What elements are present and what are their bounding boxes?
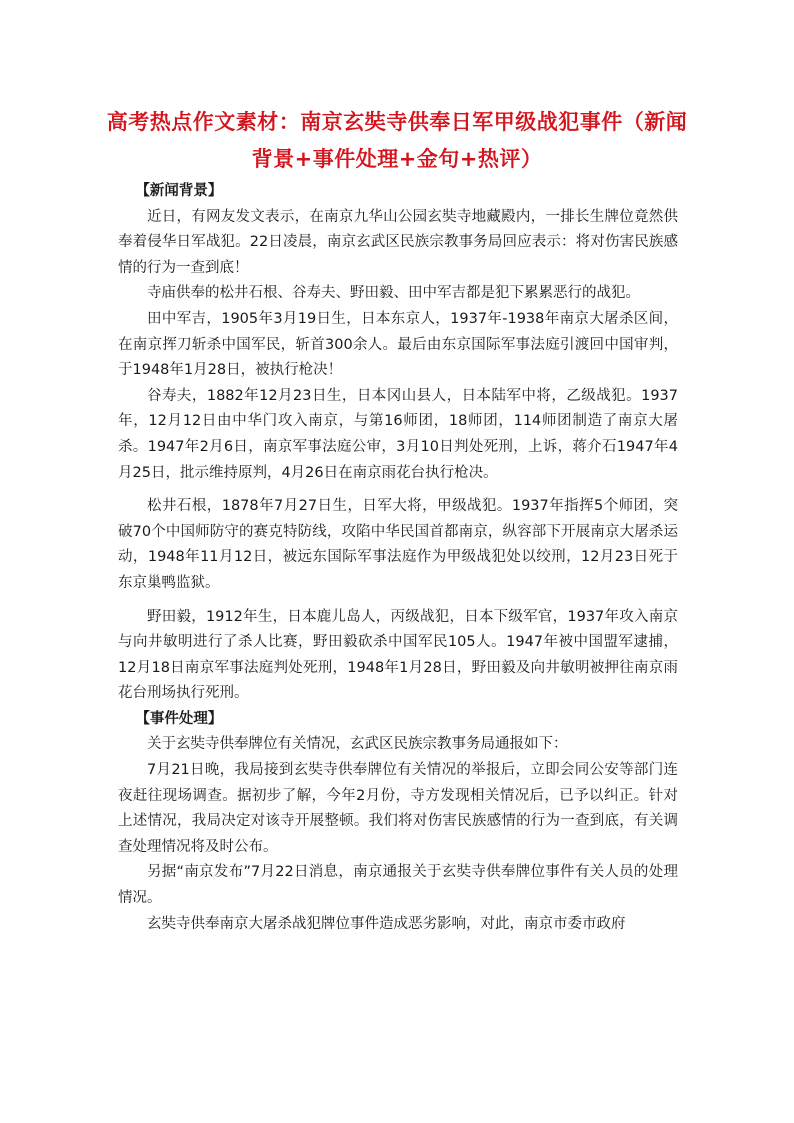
page-title: 高考热点作文素材：南京玄奘寺供奉日军甲级战犯事件（新闻背景+事件处理+金句+热评） [106,110,688,171]
paragraph: 玄奘寺供奉南京大屠杀战犯牌位事件造成恶劣影响，对此，南京市委市政府 [147,915,626,932]
section-heading-event-handling: 【事件处理】 [135,710,223,727]
paragraph: 近日，有网友发文表示，在南京九华山公园玄奘寺地藏殿内，一排长生牌位竟然供奉着侵华日军战犯。22日凌晨，南京玄武区民族宗教事务局回应表示：将对伤害民族感情的行为一查到底！ [118,208,678,276]
paragraph: 野田毅，1912年生，日本鹿儿岛人，丙级战犯，日本下级军官，1937年攻入南京与向井敏明进行了杀人比赛，野田毅砍杀中国军民105人。1947年被中国盟军逮捕，12月18日南京军事法庭判处死刑，1948年1月28日，野田毅及向井敏明被押往南京雨花台刑场执行死刑。 [118,608,678,702]
section-heading-news-background: 【新闻背景】 [135,183,223,199]
paragraph: 寺庙供奉的松井石根、谷寿夫、野田毅、田中军吉都是犯下累累恶行的战犯。 [147,285,640,302]
document-body [118,179,678,937]
paragraph: 7月21日晚，我局接到玄奘寺供奉牌位有关情况的举报后，立即会同公安等部门连夜赶往现场调查。据初步了解，今年2月份，寺方发现相关情况后，已予以纠正。针对上述情况，我局决定对该寺开展整顿。我们将对伤害民族感情的行为一查到底，有关调查处理情况将及时公布。 [118,762,678,855]
paragraph: 谷寿夫，1882年12月23日生，日本冈山县人，日本陆军中将，乙级战犯。1937年，12月12日由中华门攻入南京，与第16师团，18师团，114师团制造了南京大屠杀。1947年2月6日，南京军事法庭公审，3月10日判处死刑，上诉，蒋介石1947年4月25日，批示维持原判，4月26日在南京雨花台执行枪决。 [118,387,678,481]
paragraph: 田中军吉，1905年3月19日生，日本东京人，1937年-1938年南京大屠杀区间，在南京挥刀斩杀中国军民，斩首300余人。最后由东京国际军事法庭引渡回中国审判，于1948年1月28日，被执行枪决！ [118,310,678,379]
paragraph: 另据“南京发布”7月22日消息，南京通报关于玄奘寺供奉牌位事件有关人员的处理情况。 [118,864,678,907]
paragraph: 关于玄奘寺供奉牌位有关情况，玄武区民族宗教事务局通报如下： [147,736,568,753]
paragraph: 松井石根，1878年7月27日生，日军大将，甲级战犯。1937年指挥5个师团，突破70个中国师防守的赛克特防线，攻陷中华民国首都南京，纵容部下开展南京大屠杀运动，1948年11月12日，被远东国际军事法庭作为甲级战犯处以绞刑，12月23日死于东京巢鸭监狱。 [118,498,678,591]
